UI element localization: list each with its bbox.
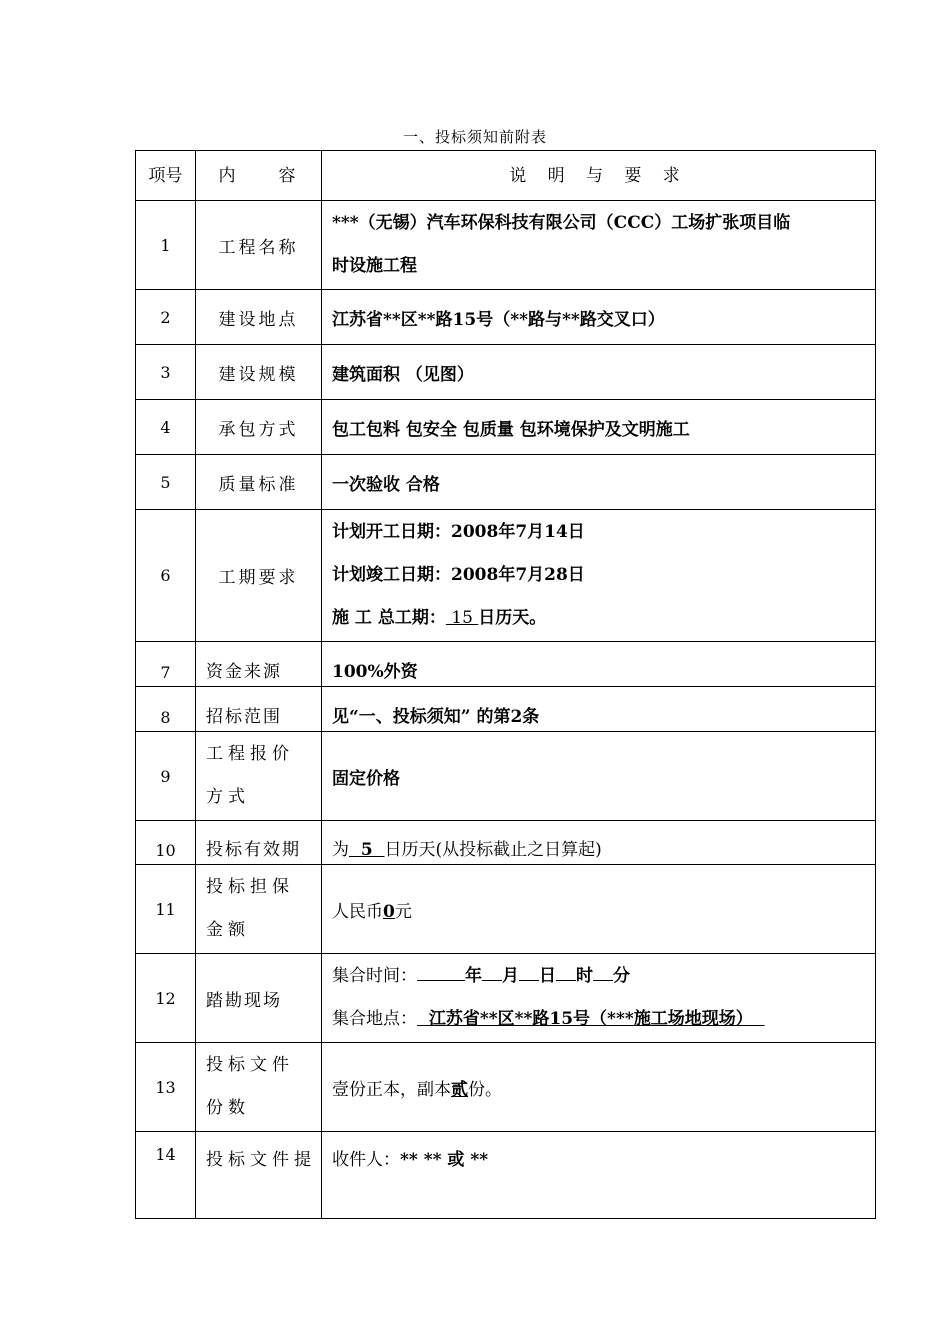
meeting-time-line <box>332 955 875 998</box>
row-number: 5 <box>136 455 196 510</box>
row-item-text: 工程报价方式 <box>206 744 294 807</box>
row-item: 工期要求 <box>196 510 322 642</box>
row-number: 11 <box>136 865 196 954</box>
row-desc <box>322 510 876 642</box>
day-blank <box>519 962 539 981</box>
meeting-place-value: 江苏省**区**路15号（***施工场地现场） <box>417 1009 765 1029</box>
copies-prefix: 壹份正本，副本 <box>332 1079 451 1100</box>
row-desc: 100%外资 <box>322 642 876 687</box>
day-label: 日 <box>539 966 556 986</box>
guarantee-prefix: 人民币 <box>332 901 383 922</box>
recipient-value: ** ** 或 ** <box>400 1150 489 1170</box>
row-item <box>196 865 322 954</box>
row-number: 2 <box>136 290 196 345</box>
row-item-text: 投标文件份数 <box>206 1055 294 1118</box>
table-row <box>136 1043 876 1132</box>
row-number: 14 <box>136 1132 196 1219</box>
hour-blank <box>556 962 576 981</box>
row-number: 12 <box>136 954 196 1043</box>
row-item: 建设规模 <box>196 345 322 400</box>
table-row <box>136 642 876 687</box>
meeting-place-label: 集合地点： <box>332 1009 417 1029</box>
row-desc: 建筑面积 （见图） <box>322 345 876 400</box>
validity-prefix: 为 <box>332 840 349 860</box>
row-item: 资金来源 <box>196 642 322 687</box>
row-number: 1 <box>136 201 196 290</box>
total-duration-label: 施 工 总工期： <box>332 608 446 628</box>
row-desc: 见“一、投标须知” 的第2条 <box>322 687 876 732</box>
header-num: 项号 <box>136 151 196 201</box>
row-number: 6 <box>136 510 196 642</box>
end-date-line: 计划竣工日期：2008年7月28日 <box>332 565 585 585</box>
table-row <box>136 954 876 1043</box>
row-desc: 包工包料 包安全 包质量 包环境保护及文明施工 <box>322 400 876 455</box>
row-item: 投标文件提 <box>196 1132 322 1219</box>
total-duration-value: 15 <box>445 608 479 628</box>
table-header-row <box>136 151 876 201</box>
row-number: 10 <box>136 821 196 865</box>
row-desc <box>322 865 876 954</box>
validity-days: 5 <box>349 840 385 860</box>
table-row <box>136 290 876 345</box>
table-row <box>136 1132 876 1219</box>
table-row <box>136 455 876 510</box>
row-item: 投标有效期 <box>196 821 322 865</box>
row-desc <box>322 201 876 290</box>
validity-suffix: 日历天(从投标截止之日算起) <box>384 840 602 860</box>
table-row <box>136 201 876 290</box>
row-desc <box>322 821 876 865</box>
page-title: 一、投标须知前附表 <box>402 128 547 146</box>
row-item: 踏勘现场 <box>196 954 322 1043</box>
bid-instructions-table <box>135 150 876 1219</box>
copies-count: 贰 <box>451 1079 468 1100</box>
row-number: 3 <box>136 345 196 400</box>
row-item: 承包方式 <box>196 400 322 455</box>
table-row <box>136 821 876 865</box>
total-duration-unit: 日历天。 <box>478 608 547 628</box>
meeting-place-line <box>332 998 875 1041</box>
row-item: 质量标准 <box>196 455 322 510</box>
month-label: 月 <box>502 966 519 986</box>
hour-label: 时 <box>576 966 593 986</box>
row-number: 8 <box>136 687 196 732</box>
meeting-time-label: 集合时间： <box>332 966 417 986</box>
table-row <box>136 732 876 821</box>
row-number: 13 <box>136 1043 196 1132</box>
project-name-line2: 时设施工程 <box>332 256 417 276</box>
table-row <box>136 400 876 455</box>
table-row <box>136 865 876 954</box>
table-row <box>136 687 876 732</box>
year-label: 年 <box>465 966 482 986</box>
row-desc: 江苏省**区**路15号（**路与**路交叉口） <box>322 290 876 345</box>
year-blank <box>417 962 465 981</box>
guarantee-amount: 0 <box>383 901 395 922</box>
row-item <box>196 732 322 821</box>
start-date-line: 计划开工日期：2008年7月14日 <box>332 522 585 542</box>
row-item: 工程名称 <box>196 201 322 290</box>
header-item: 内 容 <box>196 151 322 201</box>
row-item: 招标范围 <box>196 687 322 732</box>
minute-label: 分 <box>613 966 630 986</box>
row-desc: 一次验收 合格 <box>322 455 876 510</box>
row-item <box>196 1043 322 1132</box>
copies-suffix: 份。 <box>468 1079 502 1100</box>
minute-blank <box>593 962 613 981</box>
row-desc <box>322 1043 876 1132</box>
row-desc <box>322 954 876 1043</box>
row-number: 9 <box>136 732 196 821</box>
row-desc <box>322 1132 876 1219</box>
table-row <box>136 345 876 400</box>
row-number: 7 <box>136 642 196 687</box>
project-name-line1: ***（无锡）汽车环保科技有限公司（CCC）工场扩张项目临 <box>332 213 791 233</box>
month-blank <box>482 962 502 981</box>
guarantee-unit: 元 <box>394 901 412 922</box>
table-row <box>136 510 876 642</box>
row-item-text: 投标担保金额 <box>206 877 294 940</box>
header-desc: 说 明 与 要 求 <box>322 151 876 201</box>
row-item: 建设地点 <box>196 290 322 345</box>
row-number: 4 <box>136 400 196 455</box>
total-duration-line <box>332 597 875 640</box>
recipient-label: 收件人： <box>332 1150 400 1170</box>
row-desc: 固定价格 <box>322 732 876 821</box>
